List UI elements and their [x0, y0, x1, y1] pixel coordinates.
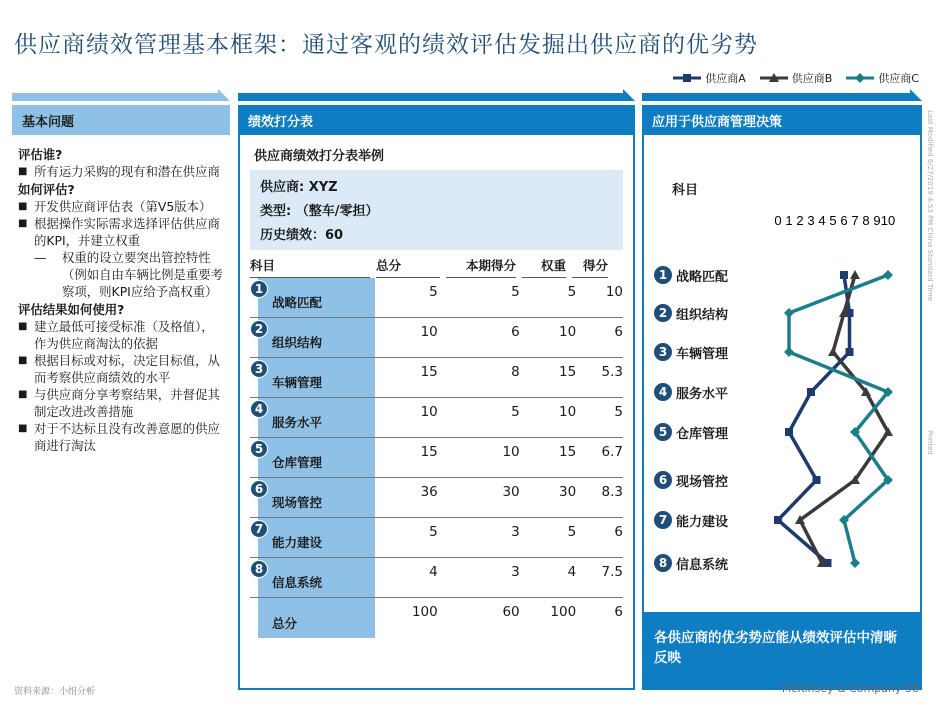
x-tick-label: 7	[851, 213, 859, 228]
row-subject-cell	[254, 398, 375, 437]
row-score-cell: 60	[502, 604, 520, 620]
data-point-marker	[774, 516, 782, 524]
category-label: 车辆管理	[676, 347, 729, 362]
row-score-cell: 5	[511, 284, 520, 300]
row-result-cell: 8.3	[601, 484, 623, 500]
data-point-marker	[850, 558, 860, 568]
supplier-type: 类型: （整车/零担）	[260, 204, 379, 219]
row-weight-cell: 15	[559, 444, 577, 460]
row-score-cell: 6	[511, 324, 520, 340]
bullet-square-icon: ■	[18, 218, 28, 229]
row-number-badge: 6	[250, 480, 268, 498]
x-tick-label: 5	[829, 213, 837, 228]
category-number-badge: 3	[654, 343, 672, 361]
row-result-cell: 5.3	[601, 364, 623, 380]
legend-item-a	[673, 70, 746, 86]
row-subject-cell	[254, 358, 375, 397]
row-number-badge: 8	[250, 560, 268, 578]
bullet-square-icon: ■	[18, 166, 28, 177]
row-subject-label: 组织结构	[272, 335, 323, 350]
row-result-cell: 6	[614, 604, 623, 620]
row-number-badge: 7	[250, 520, 268, 538]
bullet-square-icon: ■	[18, 355, 28, 366]
table-row	[250, 558, 623, 598]
row-subject-cell	[258, 598, 375, 638]
panel-header-scorecard: 绩效打分表	[238, 105, 635, 135]
row-score-cell: 3	[511, 564, 520, 580]
row-subject-label: 车辆管理	[272, 375, 323, 390]
row-subject-label: 战略匹配	[272, 295, 323, 310]
source-note: 资料来源：小组分析	[14, 687, 96, 697]
row-weight-cell: 100	[550, 604, 577, 620]
bullet-item	[18, 318, 224, 352]
basic-questions-panel	[12, 86, 230, 637]
row-score-cell: 5	[511, 404, 520, 420]
historical-score: 历史绩效：60	[260, 228, 344, 243]
example-title: 供应商绩效打分表举例	[254, 149, 385, 164]
row-weight-cell: 5	[567, 284, 577, 300]
panel-arrow-bar	[12, 89, 230, 101]
category-number-badge: 5	[654, 423, 672, 441]
category-label: 服务水平	[676, 387, 729, 402]
col-weight: 权重	[522, 256, 566, 278]
row-total-cell: 36	[420, 484, 438, 500]
row-total-cell: 15	[420, 364, 438, 380]
supplier-profile-chart	[644, 135, 920, 615]
row-weight-cell: 4	[567, 564, 577, 580]
row-subject-cell	[254, 518, 375, 557]
modified-stamp: Last Modified 6/27/2019 4:53 PM China Standard Time	[926, 110, 934, 301]
bullet-text: 对于不达标且没有改善意愿的供应商进行淘汰	[34, 421, 220, 453]
data-point-marker	[828, 347, 838, 356]
bullet-text: 根据操作实际需求选择评估供应商的KPI，并建立权重	[34, 216, 220, 248]
col-period-score: 本期得分	[446, 256, 516, 278]
score-table	[250, 278, 623, 638]
category-number-badge: 1	[654, 266, 672, 284]
row-score-cell: 10	[502, 444, 520, 460]
data-point-marker	[807, 388, 815, 396]
row-subject-label: 服务水平	[272, 415, 323, 430]
row-score-cell: 30	[502, 484, 520, 500]
bullet-text: 所有运力采购的现有和潜在供应商	[34, 164, 220, 179]
basic-questions-body	[12, 135, 230, 637]
x-tick-label: 8	[862, 213, 870, 228]
legend-label-c: 供应商C	[878, 72, 919, 85]
legend-marker-triangle-icon	[760, 73, 788, 83]
bullet-item	[18, 163, 224, 180]
x-tick-label: 4	[818, 213, 826, 228]
legend-item-b	[760, 70, 833, 86]
col-score: 得分	[572, 256, 608, 278]
legend-label-b: 供应商B	[791, 72, 833, 85]
question-heading: 如何评估?	[18, 182, 75, 197]
col-total: 总分	[376, 256, 440, 278]
row-subject-label: 现场管控	[272, 495, 323, 510]
row-result-cell: 6	[614, 524, 623, 540]
x-tick-label: 10	[880, 213, 896, 228]
row-total-cell: 10	[420, 324, 438, 340]
bullet-text: 开发供应商评估表（第V5版本）	[34, 199, 212, 214]
row-result-cell: 6	[614, 324, 623, 340]
legend-marker-square-icon	[673, 73, 701, 83]
scorecard-body	[238, 135, 635, 690]
row-weight-cell: 30	[559, 484, 577, 500]
data-point-marker	[883, 270, 893, 280]
table-row	[250, 518, 623, 558]
data-point-marker	[846, 348, 854, 356]
decision-panel	[642, 86, 922, 690]
data-point-marker	[785, 428, 793, 436]
data-point-marker	[784, 347, 794, 357]
chart-legend	[673, 70, 919, 86]
table-header	[250, 256, 623, 278]
question-heading: 评估谁?	[18, 147, 63, 162]
data-point-marker	[850, 270, 860, 279]
row-subject-cell	[254, 478, 375, 517]
col-subject: 科目	[250, 256, 370, 278]
row-total-cell: 100	[411, 604, 438, 620]
row-weight-cell: 10	[559, 404, 577, 420]
row-total-cell: 4	[429, 564, 438, 580]
bullet-item	[18, 352, 224, 386]
sub-bullet-text: 权重的设立要突出管控特性（例如自由车辆比例是重要考察项，则KPI应给予高权重）	[62, 250, 224, 299]
row-weight-cell: 15	[559, 364, 577, 380]
category-label: 仓库管理	[676, 427, 729, 442]
bullet-text: 与供应商分享考察结果，并督促其制定改进改善措施	[34, 387, 220, 419]
table-row	[250, 398, 623, 438]
category-number-badge: 2	[654, 304, 672, 322]
category-label: 战略匹配	[676, 270, 729, 285]
page-title: 供应商绩效管理基本框架：通过客观的绩效评估发掘出供应商的优劣势	[14, 32, 758, 58]
data-point-marker	[840, 271, 848, 279]
legend-label-a: 供应商A	[705, 72, 746, 85]
sub-bullet-item	[18, 249, 224, 300]
row-result-cell: 5	[614, 404, 623, 420]
bullet-item	[18, 420, 224, 454]
bullet-text: 根据目标或对标，决定目标值，从而考察供应商绩效的水平	[34, 353, 220, 385]
row-number-badge: 3	[250, 360, 268, 378]
row-result-cell: 6.7	[601, 444, 623, 460]
row-weight-cell: 10	[559, 324, 577, 340]
row-number-badge: 2	[250, 320, 268, 338]
row-subject-cell	[254, 278, 375, 317]
x-tick-label: 1	[785, 213, 793, 228]
row-subject-label: 信息系统	[272, 575, 323, 590]
bullet-item	[18, 386, 224, 420]
bullet-square-icon: ■	[18, 201, 28, 212]
row-subject-cell	[254, 558, 375, 597]
bullet-item	[18, 198, 224, 215]
category-number-badge: 7	[654, 511, 672, 529]
x-tick-label: 9	[873, 213, 881, 228]
row-subject-label: 能力建设	[272, 535, 323, 550]
row-subject-cell	[254, 318, 375, 357]
row-weight-cell: 5	[567, 524, 577, 540]
x-tick-label: 6	[840, 213, 848, 228]
row-score-cell: 8	[511, 364, 520, 380]
series-line	[789, 275, 888, 563]
dash-icon: —	[34, 250, 47, 265]
row-subject-label: 总分	[272, 616, 298, 631]
category-label: 能力建设	[676, 515, 729, 530]
category-label: 组织结构	[676, 308, 729, 323]
row-number-badge: 4	[250, 400, 268, 418]
table-row	[250, 358, 623, 398]
table-total-row	[250, 598, 623, 638]
bullet-square-icon: ■	[18, 423, 28, 434]
bullet-square-icon: ■	[18, 321, 28, 332]
bullet-square-icon: ■	[18, 389, 28, 400]
category-label: 信息系统	[676, 558, 729, 573]
x-tick-label: 0	[774, 213, 782, 228]
row-result-cell: 10	[605, 284, 623, 300]
data-point-marker	[784, 308, 794, 318]
category-number-badge: 6	[654, 471, 672, 489]
decision-body	[642, 135, 922, 690]
question-heading: 评估结果如何使用?	[18, 302, 125, 317]
panel-header-decision: 应用于供应商管理决策	[642, 105, 922, 135]
table-row	[250, 318, 623, 358]
row-result-cell: 7.5	[601, 564, 623, 580]
legend-marker-diamond-icon	[846, 73, 874, 83]
printed-stamp: Printed	[926, 430, 934, 455]
panel-arrow-bar	[642, 89, 922, 101]
category-label: 现场管控	[676, 475, 729, 490]
row-subject-label: 仓库管理	[272, 455, 323, 470]
row-number-badge: 5	[250, 440, 268, 458]
conclusion-box: 各供应商的优劣势应能从绩效评估中清晰反映	[644, 612, 920, 688]
table-row	[250, 478, 623, 518]
panel-header-basic: 基本问题	[12, 105, 230, 135]
row-subject-cell	[254, 438, 375, 477]
legend-item-c	[846, 70, 919, 86]
row-total-cell: 5	[429, 284, 438, 300]
footer-brand: McKinsey & Company 58	[781, 682, 919, 695]
supplier-info-box	[250, 170, 623, 250]
row-total-cell: 15	[420, 444, 438, 460]
supplier-name: 供应商: XYZ	[260, 180, 338, 195]
row-total-cell: 5	[429, 524, 438, 540]
table-row	[250, 438, 623, 478]
subject-label: 科目	[672, 183, 699, 198]
category-number-badge: 4	[654, 383, 672, 401]
row-total-cell: 10	[420, 404, 438, 420]
x-tick-label: 3	[807, 213, 815, 228]
data-point-marker	[813, 476, 821, 484]
row-score-cell: 3	[511, 524, 520, 540]
panel-arrow-bar	[238, 89, 635, 101]
table-row	[250, 278, 623, 318]
x-tick-label: 2	[796, 213, 804, 228]
bullet-text: 建立最低可接受标准（及格值），作为供应商淘汰的依据	[34, 319, 214, 351]
row-number-badge: 1	[250, 280, 268, 298]
category-number-badge: 8	[654, 554, 672, 572]
bullet-item	[18, 215, 224, 249]
scorecard-panel	[238, 86, 635, 690]
